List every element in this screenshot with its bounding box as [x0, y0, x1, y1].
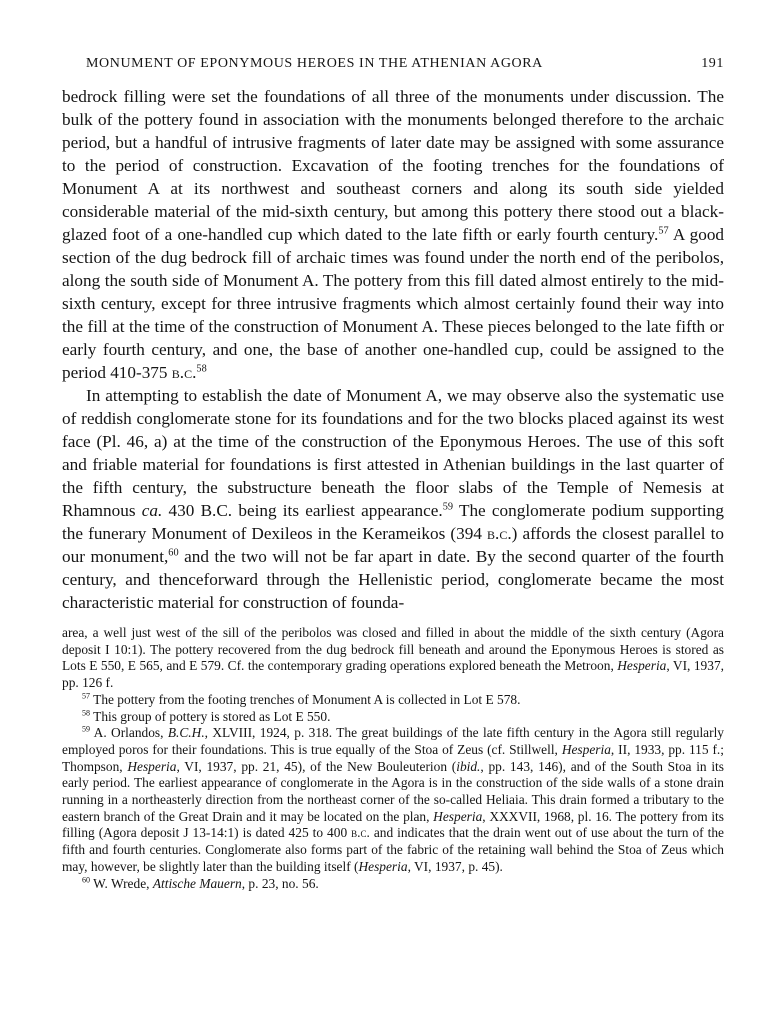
journal-title: B.C.H. [167, 725, 205, 741]
footnote-number: 59 [82, 724, 91, 734]
text-run: and indicates that the drain went out of use about the turn of the fifth and fourth centuries. Conglomerate also forms part of the fabric of the retaining wall behind the Stoa of Zeus which may, however, be slightly later than the building itself ( [62, 825, 724, 874]
text-run: ) affords the closest parallel to our monument, [62, 524, 724, 566]
text-run: and the two will not be far apart in date. By the second quarter of the fourth century, and thenceforward through the Hellenistic period, conglomerate became the most characteristic material for construction of founda- [62, 547, 724, 612]
footnote-number: 58 [82, 708, 91, 718]
era-abbrev: b.c. [351, 825, 370, 841]
footnote-number: 57 [82, 691, 91, 701]
journal-title: Hesperia [617, 658, 667, 674]
text-run: , pp. 143, 146), and of the South Stoa in its early period. The earliest appearance of conglomerate in the Agora is in the construction of the side walls of a stone drain running in a northeasterly direction from the northeast corner of the so-called Heliaia. This drain formed a tributary to the eastern branch of the Great Drain and it may be located on the plan, [62, 758, 724, 824]
text-run: , p. 23, no. 56. [241, 875, 319, 891]
footnote-59 [62, 725, 724, 875]
journal-title: Hesperia [561, 741, 611, 757]
text-run: area, a well just west of the sill of the peribolos was closed and filled in about the middle of the sixth century (Agora deposit I 10:1). The pottery recovered from the dug bedrock fill beneath and around the Eponymous Heroes is stored as Lots E 550, E 565, and E 579. Cf. the contemporary grading operations explored beneath the Metroon, [62, 625, 724, 674]
text-run: , XXXVII, 1968, pl. 16. The pottery from its filling (Agora deposit J 13-14:1) is dated 425 to 400 [62, 808, 724, 841]
text-run: The pottery from the footing trenches of Monument A is collected in Lot E 578. [90, 691, 521, 707]
text-run: In attempting to establish the date of Monument A, we may observe also the systematic use of reddish conglomerate stone for its foundations and for the two blocks placed against its west face (Pl. 46, a) at the time of the construction of the Eponymous Heroes. The use of this soft and friable material for foundations is first attested in Athenian buildings in the last quarter of the fifth century, the substructure beneath the floor slabs of the Temple of Nemesis at Rhamnous [62, 386, 724, 520]
text-run: , VI, 1937, pp. 126 f. [62, 658, 724, 691]
footnote-60 [62, 876, 724, 893]
book-title: Attische Mauern [152, 875, 242, 891]
text-run: , VI, 1937, pp. 21, 45), of the New Bouleuterion ( [176, 758, 457, 774]
text-run: A. Orlandos, [90, 725, 168, 741]
footnote-ref-58[interactable]: 58 [196, 363, 207, 375]
footnote-57 [62, 692, 724, 709]
running-title: MONUMENT OF EPONYMOUS HEROES IN THE ATHENIAN AGORA [86, 56, 543, 71]
page-number: 191 [701, 56, 724, 71]
journal-title: Hesperia [127, 758, 177, 774]
text-run: , XLVIII, 1924, p. 318. The great buildings of the late fifth century in the Agora still regularly employed poros for their foundations. This is true equally of the Stoa of Zeus (cf. Stillwell, [62, 725, 724, 757]
footnote-continuation [62, 625, 724, 692]
text-run: A good section of the dug bedrock fill of archaic times was found under the north end of the peribolos, along the south side of Monument A. The pottery from this fill dated almost entirely to the mid-sixth century, except for three intrusive fragments which almost certainly found their way into the fill at the time of the construction of Monument A. These pieces belonged to the late fifth or early fourth century, and one, the base of another one-handled cup, could be assigned to the period 410-375 [62, 225, 725, 382]
footnote-ref-57[interactable]: 57 [658, 225, 669, 237]
text-run: bedrock filling were set the foundations of all three of the monuments under discussion. The bulk of the pottery found in association with the monuments belonged therefore to the archaic period, but a handful of intrusive fragments of later date may be assigned with some assurance to the period of construction. Excavation of the footing trenches for the foundations of Monument A at its northwest and southeast corners and along its south side yielded considerable material of the mid-sixth century, but among this pottery there stood out a black-glazed foot of a one-handled cup which dated to the late fifth or early fourth century. [62, 87, 724, 244]
paragraph-1 [62, 85, 724, 384]
journal-title: Hesperia [433, 808, 483, 824]
text-run: , II, 1933, pp. 115 f.; Thompson, [62, 741, 724, 774]
footnote-number: 60 [82, 875, 91, 885]
text-run: W. Wrede, [90, 875, 153, 891]
footnotes [62, 625, 724, 892]
page [62, 56, 724, 892]
paragraph-2 [62, 384, 724, 614]
ibid-abbrev: ibid. [456, 758, 481, 774]
circa-abbrev: ca. [141, 501, 163, 520]
main-text [62, 85, 724, 614]
running-header [86, 56, 724, 72]
journal-title: Hesperia [358, 858, 408, 874]
era-abbrev: b.c. [487, 524, 512, 543]
footnote-ref-60[interactable]: 60 [168, 547, 179, 559]
text-run: 430 B.C. being its earliest appearance. [162, 501, 443, 520]
era-abbrev: b.c. [171, 363, 197, 382]
text-run: This group of pottery is stored as Lot E 550. [90, 708, 331, 724]
text-run: The conglomerate podium supporting the funerary Monument of Dexileos in the Kerameikos (394 [62, 501, 724, 543]
footnote-58 [62, 709, 724, 726]
text-run: , VI, 1937, p. 45). [407, 858, 503, 874]
footnote-ref-59[interactable]: 59 [442, 501, 454, 513]
